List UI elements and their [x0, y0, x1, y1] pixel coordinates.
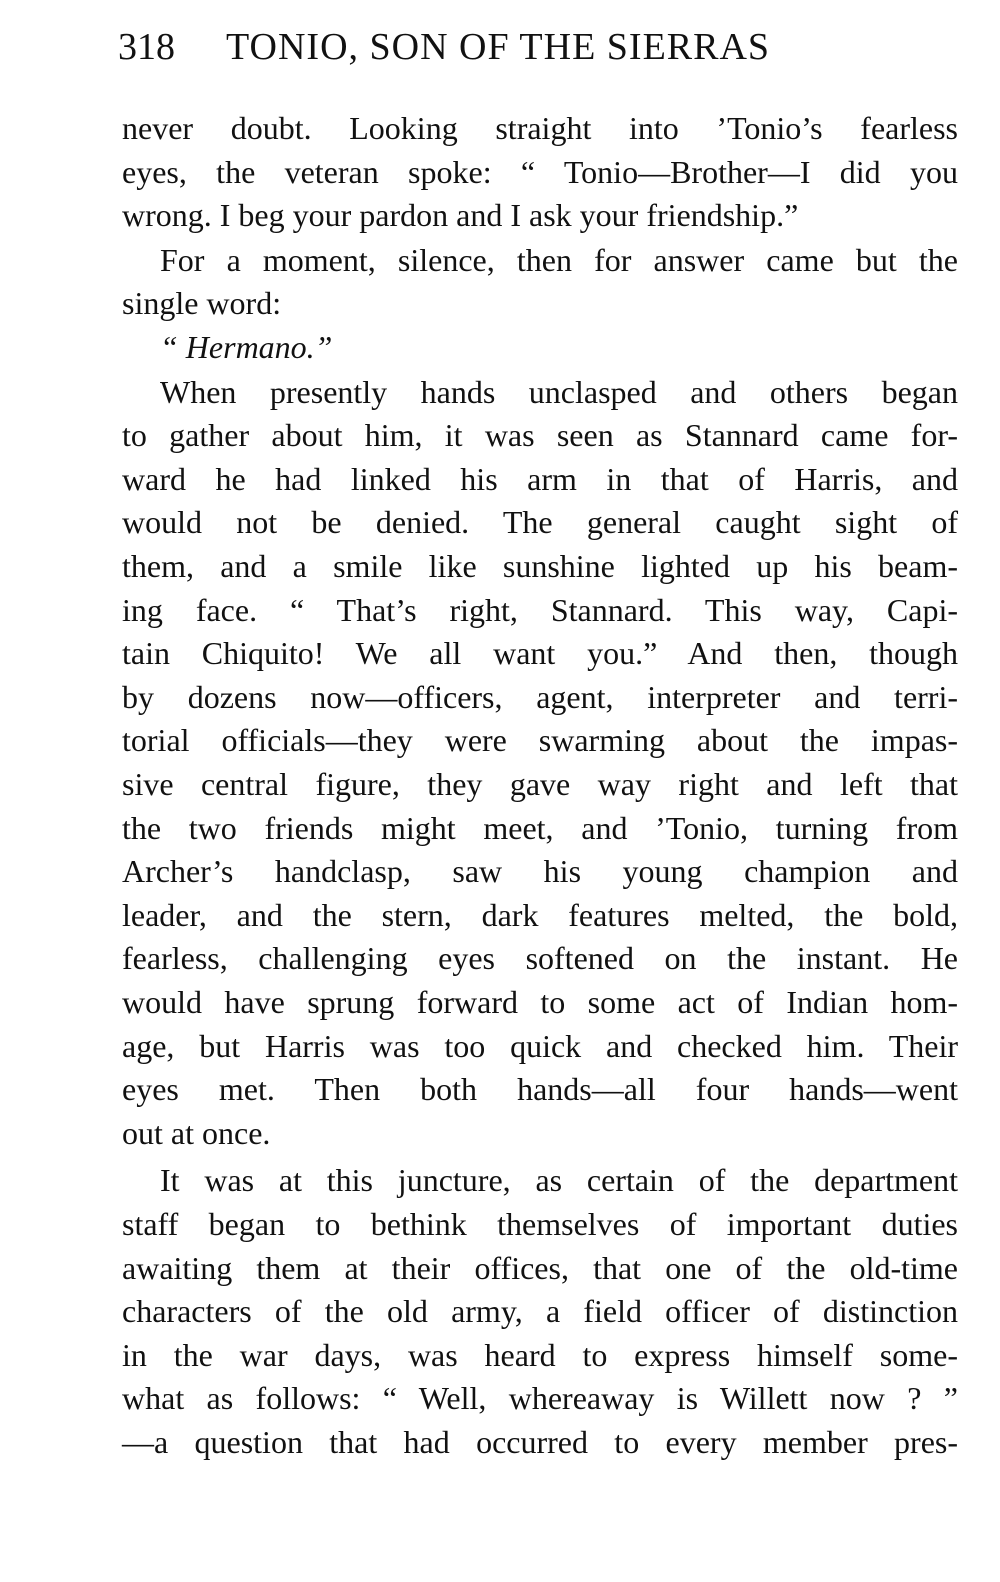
- text-line: torial officials—they were swarming about the impas-: [122, 722, 958, 759]
- text-line: out at once.: [122, 1114, 271, 1151]
- text-line: ward he had linked his arm in that of Harris, and: [122, 460, 958, 497]
- text-line: sive central figure, they gave way right and left that: [122, 766, 958, 802]
- text-line: awaiting them at their offices, that one of the old-time: [122, 1249, 958, 1286]
- text-line: staff began to bethink themselves of important duties: [122, 1206, 958, 1242]
- text-line: them, and a smile like sunshine lighted up his beam-: [122, 548, 958, 584]
- text-line: would have sprung forward to some act of Indian hom-: [122, 984, 958, 1020]
- text-line: in the war days, was heard to express himself some-: [122, 1336, 958, 1373]
- text-line: tain Chiquito! We all want you.” And then, though: [122, 635, 958, 672]
- text-line: —a question that had occurred to every member pres-: [122, 1424, 958, 1460]
- text-line: Archer’s handclasp, saw his young champion and: [122, 853, 958, 890]
- book-title: TONIO, SON OF THE SIERRAS: [226, 26, 771, 68]
- text-line: leader, and the stern, dark features melted, the bold,: [122, 896, 958, 933]
- text-line: would not be denied. The general caught sight of: [122, 504, 958, 541]
- text-line: never doubt. Looking straight into ’Tonio’s fearless: [122, 110, 958, 146]
- text-line: characters of the old army, a field officer of distinction: [122, 1293, 958, 1330]
- text-line: age, but Harris was too quick and checked him. Their: [122, 1027, 958, 1064]
- text-line: single word:: [122, 285, 282, 322]
- text-line: wrong. I beg your pardon and I ask your friendship.”: [122, 197, 799, 234]
- text-line: “ Hermano.”: [160, 329, 333, 365]
- text-line: what as follows: “ Well, whereaway is Willett now ? ”: [122, 1380, 958, 1417]
- text-line: eyes, the veteran spoke: “ Tonio—Brother—I did you: [122, 153, 958, 190]
- text-line: When presently hands unclasped and others began: [160, 373, 958, 410]
- text-line: For a moment, silence, then for answer came but the: [160, 241, 958, 278]
- text-line: ing face. “ That’s right, Stannard. This way, Capi-: [122, 591, 958, 628]
- text-line: by dozens now—officers, agent, interpreter and terri-: [122, 678, 958, 715]
- text-line: the two friends might meet, and ’Tonio, turning from: [122, 809, 958, 846]
- text-line: eyes met. Then both hands—all four hands—went: [122, 1071, 958, 1108]
- text-line: to gather about him, it was seen as Stannard came for-: [122, 417, 958, 454]
- text-line: fearless, challenging eyes softened on the instant. He: [122, 940, 958, 977]
- text-line: It was at this juncture, as certain of the department: [160, 1162, 958, 1199]
- page-number: 318: [118, 26, 175, 68]
